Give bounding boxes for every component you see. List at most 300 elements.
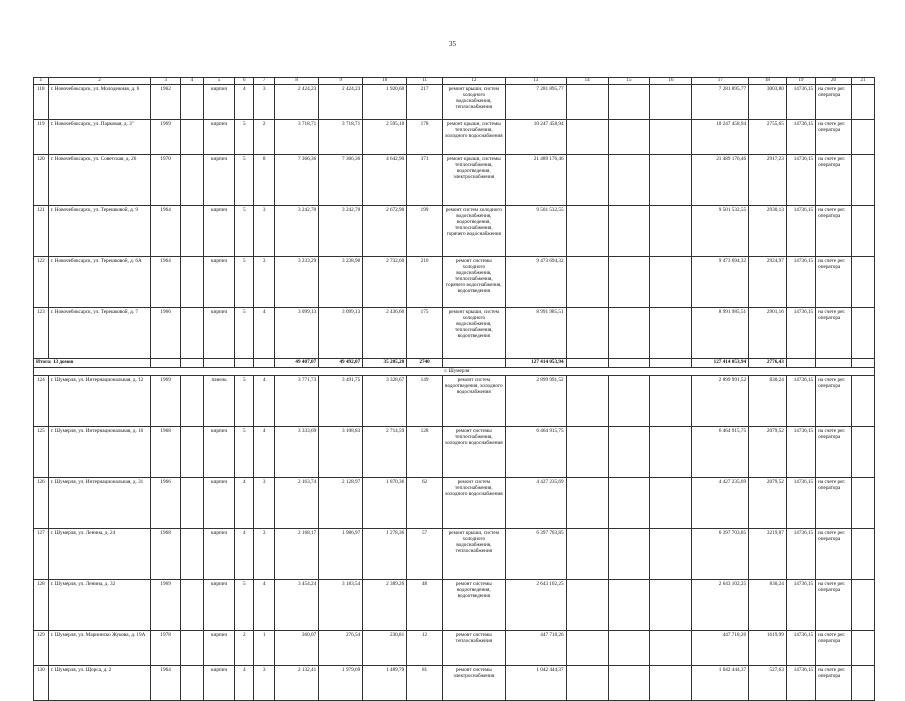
- works-cell: ремонт систем холодного водоснабжения, водоотведения, теплоснабжения, горячего водоснабжения: [442, 206, 505, 257]
- row-number: 122: [34, 257, 49, 308]
- residents-cell: 81: [407, 666, 443, 701]
- table-row: [34, 427, 875, 478]
- area-b-cell: 3 183,54: [319, 580, 363, 631]
- cost-total-cell: 7 281 895,77: [692, 85, 749, 120]
- empty-cell: [650, 257, 692, 308]
- cost-per-m-cell: 830,24: [749, 580, 787, 631]
- empty-cell: [851, 427, 874, 478]
- empty-cell: [608, 631, 650, 666]
- material-cell: кирпич: [203, 85, 234, 120]
- empty-cell: [180, 478, 203, 529]
- area-b-cell: 3 718,71: [319, 120, 363, 155]
- cost-per-m-cell: 2079,52: [749, 478, 787, 529]
- row-number: 123: [34, 308, 49, 359]
- cost-cell: 9 473 694,32: [505, 257, 566, 308]
- empty-cell: [235, 359, 254, 368]
- year-cell: 1964: [151, 666, 180, 701]
- limit-cell: 14736,15: [786, 257, 815, 308]
- cost-cell: 7 281 895,77: [505, 85, 566, 120]
- source-cell: на счете рег. оператора: [816, 257, 852, 308]
- row-number: 127: [34, 529, 49, 580]
- column-number: 1: [34, 78, 49, 85]
- area-c-cell: 230,81: [363, 631, 407, 666]
- area-total-cell: 3 454,24: [275, 580, 319, 631]
- cost-per-m-cell: 2917,23: [749, 155, 787, 206]
- address-cell: г. Шумерля, ул. Интернациональная, д. 12: [48, 376, 151, 427]
- cost-cell: 6 464 915,75: [505, 427, 566, 478]
- works-cell: ремонт системы холодного водоснабжения, теплоснабжения, горячего водоснабжения, водоотведения: [442, 257, 505, 308]
- area-c-cell: 4 642,90: [363, 155, 407, 206]
- cost-total-cell: 2 899 991,52: [692, 376, 749, 427]
- area-total-cell: 7 366,36: [275, 155, 319, 206]
- source-cell: на счете рег. оператора: [816, 206, 852, 257]
- empty-cell: [608, 478, 650, 529]
- area-c-cell: 1 870,36: [363, 478, 407, 529]
- works-cell: ремонт крыши, систем холодного водоснабжения, теплоснабжения, водоотведения: [442, 308, 505, 359]
- area-c-cell: 1 489,79: [363, 666, 407, 701]
- area-total-cell: 3 718,71: [275, 120, 319, 155]
- cost-total-cell: 9 473 694,32: [692, 257, 749, 308]
- residents-cell: 57: [407, 529, 443, 580]
- cost-cell: 9 501 532,55: [505, 206, 566, 257]
- cost-per-m-cell: 830,24: [749, 376, 787, 427]
- address-cell: г. Шумерля, ул. Мариинско Жукова, д. 19А: [48, 631, 151, 666]
- empty-cell: [650, 529, 692, 580]
- address-cell: г. Новочебоксарск, ул. Терешковой, д. 6А: [48, 257, 151, 308]
- entrances-cell: 4: [254, 308, 275, 359]
- empty-cell: [608, 206, 650, 257]
- cost-total-cell: 2 643 102,25: [692, 580, 749, 631]
- city-header: г. Шумерля: [442, 368, 874, 376]
- entrances-cell: 3: [254, 257, 275, 308]
- table-row: [34, 120, 875, 155]
- works-cell: ремонт крыши, систем холодного водоснабжения, теплоснабжения: [442, 529, 505, 580]
- page-number: 35: [449, 40, 456, 48]
- source-cell: на счете рег. оператора: [816, 376, 852, 427]
- entrances-cell: 3: [254, 85, 275, 120]
- floors-cell: 2: [235, 631, 254, 666]
- area-c-cell: 2 436,60: [363, 308, 407, 359]
- empty-cell: [566, 359, 608, 368]
- limit-cell: 14736,15: [786, 427, 815, 478]
- cost-cell: 2 899 991,52: [505, 376, 566, 427]
- year-cell: 1968: [151, 529, 180, 580]
- cost-per-m-cell: 2755,65: [749, 120, 787, 155]
- floors-cell: 5: [235, 376, 254, 427]
- empty-cell: [851, 308, 874, 359]
- source-cell: на счете рег. оператора: [816, 155, 852, 206]
- floors-cell: 5: [235, 155, 254, 206]
- material-cell: кирпич: [203, 666, 234, 701]
- empty-cell: [786, 359, 815, 368]
- table-row: [34, 478, 875, 529]
- cost-cell: 21 489 176,46: [505, 155, 566, 206]
- empty-cell: [608, 427, 650, 478]
- empty-cell: [180, 85, 203, 120]
- area-b-cell: 7 366,36: [319, 155, 363, 206]
- year-cell: 1968: [151, 427, 180, 478]
- total-label: Итого: 13 домов: [34, 359, 151, 368]
- table-row: [34, 85, 875, 120]
- empty-cell: [851, 666, 874, 701]
- empty-cell: [180, 580, 203, 631]
- row-number: 125: [34, 427, 49, 478]
- floors-cell: 5: [235, 427, 254, 478]
- area-c-cell: 1 920,60: [363, 85, 407, 120]
- empty-cell: [608, 120, 650, 155]
- empty-cell: [180, 257, 203, 308]
- empty-cell: [851, 359, 874, 368]
- residents-cell: 178: [407, 120, 443, 155]
- table-row: [34, 580, 875, 631]
- empty-cell: [566, 666, 608, 701]
- address-cell: г. Новочебоксарск, ул. Парковая, д. 3": [48, 120, 151, 155]
- column-number: 16: [650, 78, 692, 85]
- empty-cell: [650, 359, 692, 368]
- limit-cell: 14736,15: [786, 206, 815, 257]
- residents-cell: 12: [407, 631, 443, 666]
- cost-total-cell: 6 397 703,85: [692, 529, 749, 580]
- floors-cell: 5: [235, 580, 254, 631]
- entrances-cell: 4: [254, 580, 275, 631]
- works-cell: ремонт системы водоотведения, водоотведения: [442, 580, 505, 631]
- year-cell: 1978: [151, 631, 180, 666]
- area-b-cell: 2 128,97: [319, 478, 363, 529]
- empty-cell: [180, 631, 203, 666]
- floors-cell: 4: [235, 529, 254, 580]
- total-cost-total: 127 414 053,94: [692, 359, 749, 368]
- entrances-cell: 4: [254, 376, 275, 427]
- works-cell: ремонт систем водоотведения, холодного водоснабжения: [442, 376, 505, 427]
- year-cell: 1964: [151, 257, 180, 308]
- empty-cell: [34, 368, 443, 376]
- area-total-cell: 2 168,17: [275, 529, 319, 580]
- empty-cell: [851, 631, 874, 666]
- column-number: 19: [786, 78, 815, 85]
- cost-total-cell: 447 718,26: [692, 631, 749, 666]
- cost-total-cell: 21 489 176,46: [692, 155, 749, 206]
- column-number: 2: [48, 78, 151, 85]
- empty-cell: [566, 529, 608, 580]
- limit-cell: 14736,15: [786, 529, 815, 580]
- residents-cell: 62: [407, 478, 443, 529]
- area-b-cell: 3 491,75: [319, 376, 363, 427]
- works-cell: ремонт системы электроснабжения: [442, 666, 505, 701]
- source-cell: на счете рег. оператора: [816, 580, 852, 631]
- capital-repair-table: [33, 77, 875, 701]
- material-cell: кирпич: [203, 631, 234, 666]
- total-row: [34, 359, 875, 368]
- cost-cell: 8 991 985,51: [505, 308, 566, 359]
- cost-cell: 4 427 235,69: [505, 478, 566, 529]
- entrances-cell: 3: [254, 666, 275, 701]
- area-total-cell: 2 424,23: [275, 85, 319, 120]
- empty-cell: [851, 529, 874, 580]
- empty-cell: [851, 257, 874, 308]
- table-row: [34, 206, 875, 257]
- floors-cell: 5: [235, 308, 254, 359]
- row-number: 118: [34, 85, 49, 120]
- area-total-cell: 3 242,70: [275, 206, 319, 257]
- works-cell: ремонт крыши, системы теплоснабжения, холодного водоснабжения: [442, 120, 505, 155]
- area-total-cell: 3 233,29: [275, 257, 319, 308]
- empty-cell: [650, 85, 692, 120]
- works-cell: ремонт крыши, системы теплоснабжения, водоотведения, электроснабжения: [442, 155, 505, 206]
- cost-per-m-cell: 2924,97: [749, 257, 787, 308]
- empty-cell: [608, 359, 650, 368]
- material-cell: кирпич: [203, 580, 234, 631]
- works-cell: ремонт крыши, систем холодного водоснабжения, теплоснабжения: [442, 85, 505, 120]
- empty-cell: [608, 257, 650, 308]
- limit-cell: 14736,15: [786, 85, 815, 120]
- limit-cell: 14736,15: [786, 308, 815, 359]
- entrances-cell: 3: [254, 478, 275, 529]
- empty-cell: [566, 631, 608, 666]
- empty-cell: [650, 666, 692, 701]
- area-c-cell: 2 714,59: [363, 427, 407, 478]
- empty-cell: [442, 359, 505, 368]
- empty-cell: [151, 359, 180, 368]
- empty-cell: [180, 308, 203, 359]
- cost-total-cell: 8 991 985,51: [692, 308, 749, 359]
- empty-cell: [180, 359, 203, 368]
- address-cell: г. Шумерля, ул. Интернациональная, д. 16: [48, 427, 151, 478]
- table-row: [34, 376, 875, 427]
- source-cell: на счете рег. оператора: [816, 631, 852, 666]
- year-cell: 1966: [151, 308, 180, 359]
- area-b-cell: 1 986,97: [319, 529, 363, 580]
- cost-cell: 447 718,26: [505, 631, 566, 666]
- area-total-cell: 3 099,13: [275, 308, 319, 359]
- entrances-cell: 2: [254, 120, 275, 155]
- area-b-cell: 2 424,23: [319, 85, 363, 120]
- empty-cell: [650, 376, 692, 427]
- address-cell: г. Новочебоксарск, ул. Терешковой, д. 9: [48, 206, 151, 257]
- table-row: [34, 631, 875, 666]
- total-area-total: 49 407,07: [275, 359, 319, 368]
- address-cell: г. Новочебоксарск, ул. Молодежная, д. 6: [48, 85, 151, 120]
- column-number: 14: [566, 78, 608, 85]
- cost-per-m-cell: 3003,80: [749, 85, 787, 120]
- empty-cell: [650, 206, 692, 257]
- area-c-cell: 2 389,26: [363, 580, 407, 631]
- source-cell: на счете рег. оператора: [816, 120, 852, 155]
- residents-cell: 217: [407, 85, 443, 120]
- year-cell: 1966: [151, 478, 180, 529]
- area-total-cell: 3 771,73: [275, 376, 319, 427]
- works-cell: ремонт системы теплоснабжения, холодного водоснабжения: [442, 427, 505, 478]
- empty-cell: [566, 580, 608, 631]
- residents-cell: 199: [407, 206, 443, 257]
- source-cell: на счете рег. оператора: [816, 427, 852, 478]
- empty-cell: [566, 257, 608, 308]
- residents-cell: 48: [407, 580, 443, 631]
- cost-per-m-cell: 1619,99: [749, 631, 787, 666]
- empty-cell: [851, 206, 874, 257]
- cost-per-m-cell: 2901,16: [749, 308, 787, 359]
- cost-per-m-cell: 2930,13: [749, 206, 787, 257]
- empty-cell: [566, 478, 608, 529]
- column-number: 15: [608, 78, 650, 85]
- column-number: 7: [254, 78, 275, 85]
- empty-cell: [180, 155, 203, 206]
- year-cell: 1969: [151, 120, 180, 155]
- empty-cell: [566, 155, 608, 206]
- area-b-cell: 276,54: [319, 631, 363, 666]
- area-c-cell: 2 672,90: [363, 206, 407, 257]
- empty-cell: [816, 359, 852, 368]
- empty-cell: [180, 427, 203, 478]
- material-cell: кирпич: [203, 427, 234, 478]
- residents-cell: 371: [407, 155, 443, 206]
- limit-cell: 14736,15: [786, 478, 815, 529]
- table-row: [34, 308, 875, 359]
- empty-cell: [608, 529, 650, 580]
- limit-cell: 14736,15: [786, 631, 815, 666]
- empty-cell: [566, 85, 608, 120]
- floors-cell: 5: [235, 206, 254, 257]
- address-cell: г. Шумерля, ул. Ленина, д. 24: [48, 529, 151, 580]
- year-cell: 1970: [151, 155, 180, 206]
- empty-cell: [851, 120, 874, 155]
- material-cell: кирпич: [203, 308, 234, 359]
- residents-cell: 149: [407, 376, 443, 427]
- row-number: 121: [34, 206, 49, 257]
- total-residents: 2740: [407, 359, 443, 368]
- material-cell: кирпич: [203, 257, 234, 308]
- empty-cell: [566, 308, 608, 359]
- cost-cell: 10 247 458,94: [505, 120, 566, 155]
- column-number: 3: [151, 78, 180, 85]
- residents-cell: 210: [407, 257, 443, 308]
- empty-cell: [650, 308, 692, 359]
- column-number: 10: [363, 78, 407, 85]
- source-cell: на счете рег. оператора: [816, 85, 852, 120]
- cost-cell: 1 042 444,37: [505, 666, 566, 701]
- cost-total-cell: 4 427 235,69: [692, 478, 749, 529]
- area-total-cell: 3 333,69: [275, 427, 319, 478]
- entrances-cell: 3: [254, 529, 275, 580]
- empty-cell: [608, 85, 650, 120]
- table-row: [34, 529, 875, 580]
- row-number: 124: [34, 376, 49, 427]
- empty-cell: [851, 580, 874, 631]
- total-cost: 127 414 053,94: [505, 359, 566, 368]
- empty-cell: [650, 580, 692, 631]
- column-number: 18: [749, 78, 787, 85]
- cost-total-cell: 10 247 458,94: [692, 120, 749, 155]
- address-cell: г. Новочебоксарск, ул. Терешковой, д. 7: [48, 308, 151, 359]
- total-cost-per-m: 2776,43: [749, 359, 787, 368]
- works-cell: ремонт систем теплоснабжения, холодного водоснабжения: [442, 478, 505, 529]
- empty-cell: [566, 120, 608, 155]
- area-c-cell: 1 278,36: [363, 529, 407, 580]
- empty-cell: [851, 376, 874, 427]
- cost-per-m-cell: 3219,87: [749, 529, 787, 580]
- limit-cell: 14736,15: [786, 155, 815, 206]
- column-number: 17: [692, 78, 749, 85]
- area-total-cell: 360,07: [275, 631, 319, 666]
- column-number: 9: [319, 78, 363, 85]
- entrances-cell: 8: [254, 155, 275, 206]
- address-cell: г. Шумерля, ул. Интернациональная, д. 31: [48, 478, 151, 529]
- empty-cell: [180, 120, 203, 155]
- material-cell: панель: [203, 376, 234, 427]
- empty-cell: [650, 631, 692, 666]
- empty-cell: [608, 580, 650, 631]
- empty-cell: [566, 427, 608, 478]
- source-cell: на счете рег. оператора: [816, 666, 852, 701]
- year-cell: 1964: [151, 206, 180, 257]
- empty-cell: [180, 206, 203, 257]
- empty-cell: [851, 85, 874, 120]
- material-cell: кирпич: [203, 206, 234, 257]
- column-number: 8: [275, 78, 319, 85]
- cost-cell: 6 397 703,85: [505, 529, 566, 580]
- empty-cell: [650, 155, 692, 206]
- cost-per-m-cell: 2079,52: [749, 427, 787, 478]
- column-number: 4: [180, 78, 203, 85]
- empty-cell: [608, 376, 650, 427]
- area-b-cell: 1 979,69: [319, 666, 363, 701]
- empty-cell: [608, 155, 650, 206]
- area-b-cell: 3 238,90: [319, 257, 363, 308]
- column-number: 13: [505, 78, 566, 85]
- floors-cell: 5: [235, 257, 254, 308]
- column-number: 6: [235, 78, 254, 85]
- floors-cell: 4: [235, 85, 254, 120]
- empty-cell: [650, 427, 692, 478]
- residents-cell: 175: [407, 308, 443, 359]
- empty-cell: [254, 359, 275, 368]
- area-total-cell: 2 163,74: [275, 478, 319, 529]
- row-number: 119: [34, 120, 49, 155]
- empty-cell: [851, 155, 874, 206]
- cost-total-cell: 9 501 532,55: [692, 206, 749, 257]
- area-c-cell: 2 595,10: [363, 120, 407, 155]
- column-number: 20: [816, 78, 852, 85]
- column-number-row: [34, 78, 875, 85]
- address-cell: г. Новочебоксарск, ул. Советская, д. 26: [48, 155, 151, 206]
- source-cell: на счете рег. оператора: [816, 308, 852, 359]
- year-cell: 1969: [151, 376, 180, 427]
- row-number: 120: [34, 155, 49, 206]
- residents-cell: 128: [407, 427, 443, 478]
- limit-cell: 14736,15: [786, 666, 815, 701]
- entrances-cell: 4: [254, 427, 275, 478]
- cost-cell: 2 643 102,25: [505, 580, 566, 631]
- empty-cell: [566, 206, 608, 257]
- year-cell: 1969: [151, 580, 180, 631]
- floors-cell: 5: [235, 120, 254, 155]
- row-number: 130: [34, 666, 49, 701]
- city-header-row: [34, 368, 875, 376]
- entrances-cell: 1: [254, 631, 275, 666]
- source-cell: на счете рег. оператора: [816, 529, 852, 580]
- empty-cell: [180, 376, 203, 427]
- address-cell: г. Шумерля, ул. Щорса, д. 2: [48, 666, 151, 701]
- empty-cell: [180, 529, 203, 580]
- column-number: 12: [442, 78, 505, 85]
- material-cell: кирпич: [203, 529, 234, 580]
- material-cell: кирпич: [203, 478, 234, 529]
- empty-cell: [650, 478, 692, 529]
- empty-cell: [180, 666, 203, 701]
- address-cell: г. Шумерля, ул. Ленина, д. 32: [48, 580, 151, 631]
- year-cell: 1962: [151, 85, 180, 120]
- empty-cell: [608, 666, 650, 701]
- area-c-cell: 2 732,60: [363, 257, 407, 308]
